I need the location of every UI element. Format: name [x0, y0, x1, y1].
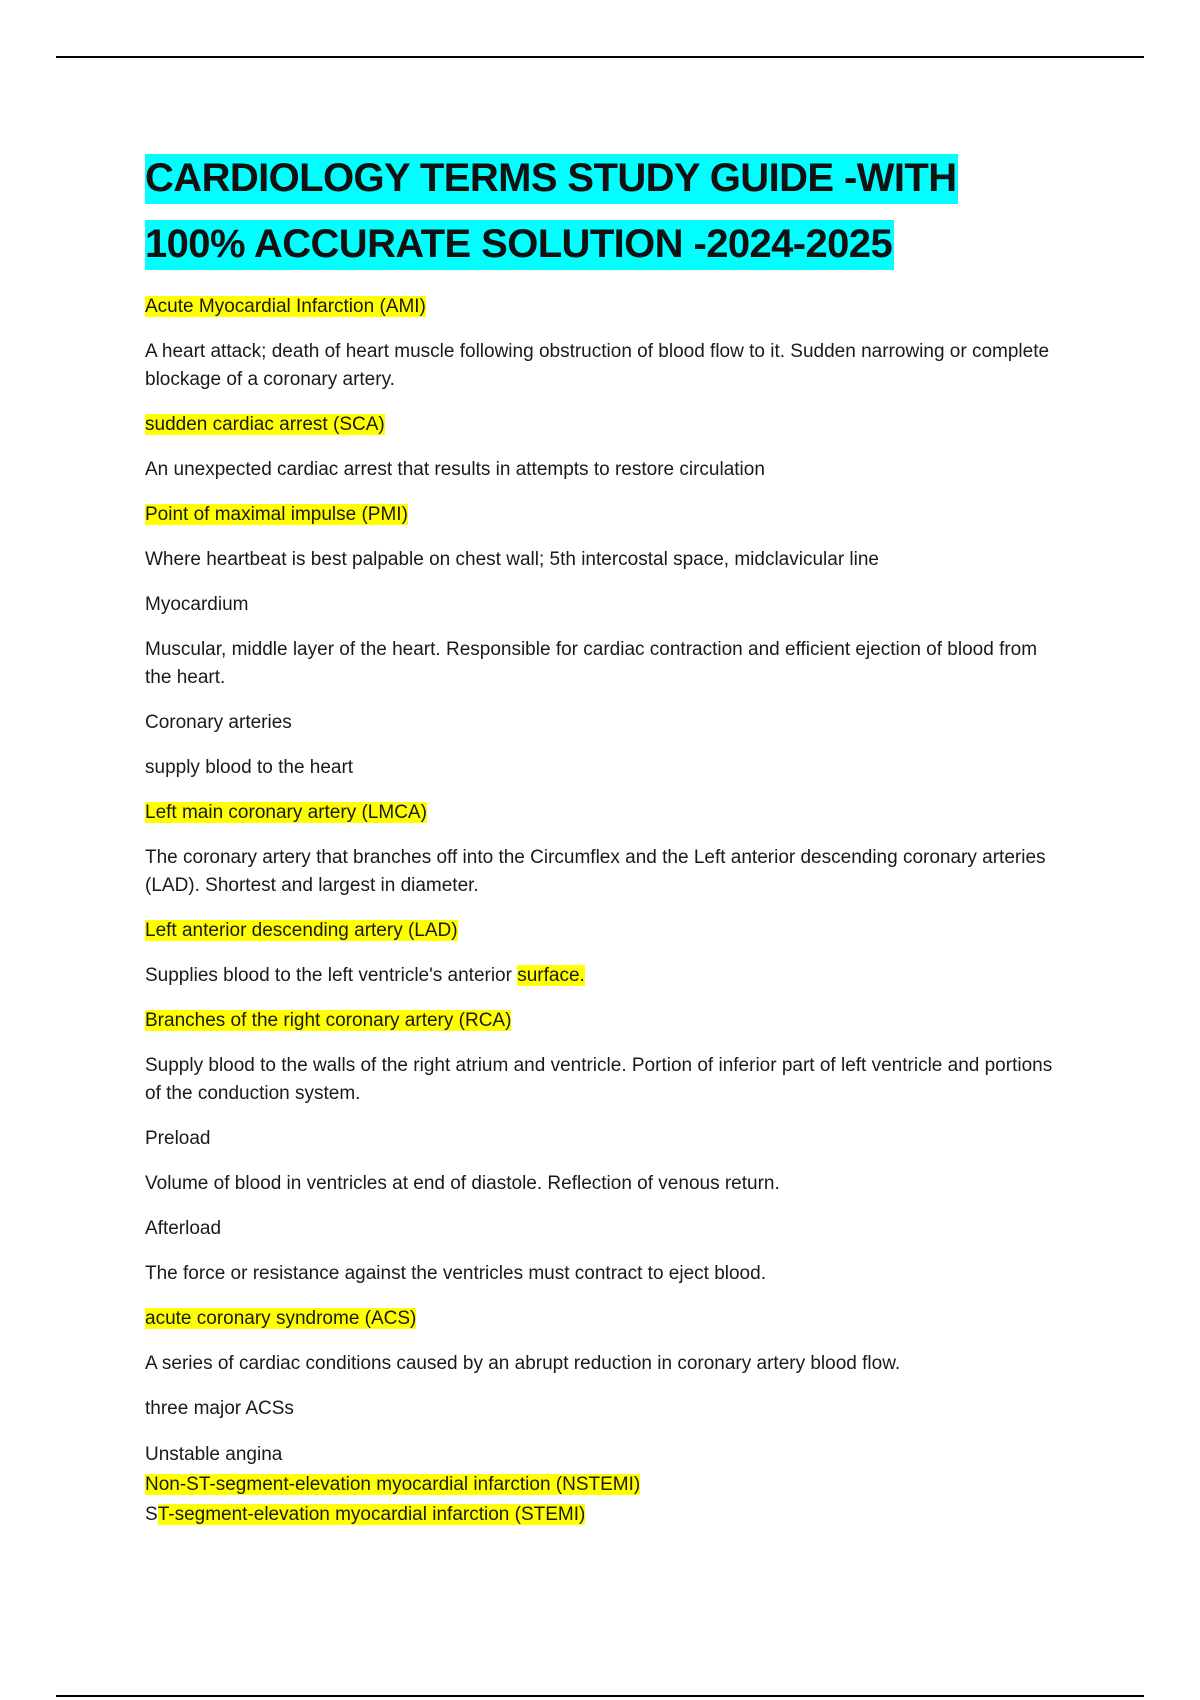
definition-afterload: The force or resistance against the ventricles must contract to eject blood. — [145, 1263, 766, 1284]
definition-rca: Supply blood to the walls of the right atrium and ventricle. Portion of inferior part of left ventricle and portions of the conduction system. — [145, 1055, 1053, 1104]
bottom-rule — [56, 1695, 1144, 1697]
definition-three-major-acss — [145, 1440, 1065, 1530]
term-myocardium: Myocardium — [145, 594, 249, 615]
definition-coronary-arteries: supply blood to the heart — [145, 757, 354, 778]
term-afterload: Afterload — [145, 1218, 222, 1239]
definition-myocardium: Muscular, middle layer of the heart. Responsible for cardiac contraction and efficient ejection of blood from the heart. — [145, 639, 1038, 688]
definition-lmca: The coronary artery that branches off into the Circumflex and the Left anterior descending coronary arteries (LAD). Shortest and largest in diameter. — [145, 847, 1046, 896]
term-pmi: Point of maximal impulse (PMI) — [145, 504, 408, 525]
term-ami: Acute Myocardial Infarction (AMI) — [145, 296, 426, 317]
definition-ami: A heart attack; death of heart muscle following obstruction of blood flow to it. Sudden narrowing or complete blockage of a coronary artery. — [145, 341, 1050, 390]
term-rca: Branches of the right coronary artery (RCA) — [145, 1010, 512, 1031]
definition-lad: Supplies blood to the left ventricle's anterior surface. — [145, 965, 585, 986]
definition-acs: A series of cardiac conditions caused by an abrupt reduction in coronary artery blood flow. — [145, 1353, 901, 1374]
term-lmca: Left main coronary artery (LMCA) — [145, 802, 427, 823]
list-item: ST-segment-elevation myocardial infarction (STEMI) — [145, 1504, 586, 1525]
term-lad: Left anterior descending artery (LAD) — [145, 920, 458, 941]
document-title — [145, 145, 1065, 277]
term-coronary-arteries: Coronary arteries — [145, 712, 292, 733]
definition-preload: Volume of blood in ventricles at end of diastole. Reflection of venous return. — [145, 1173, 780, 1194]
title-line-2: 100% ACCURATE SOLUTION -2024-2025 — [145, 220, 894, 270]
term-acs: acute coronary syndrome (ACS) — [145, 1308, 417, 1329]
term-three-major-acss: three major ACSs — [145, 1398, 294, 1419]
list-item: Unstable angina — [145, 1444, 283, 1465]
definition-pmi: Where heartbeat is best palpable on chest wall; 5th intercostal space, midclavicular line — [145, 549, 879, 570]
definition-sca: An unexpected cardiac arrest that results in attempts to restore circulation — [145, 459, 765, 480]
term-sca: sudden cardiac arrest (SCA) — [145, 414, 385, 435]
top-rule — [56, 56, 1144, 58]
title-line-1: CARDIOLOGY TERMS STUDY GUIDE -WITH — [145, 154, 958, 204]
list-item: Non-ST-segment-elevation myocardial infarction (NSTEMI) — [145, 1474, 641, 1495]
document-body — [145, 145, 1065, 1547]
term-preload: Preload — [145, 1128, 211, 1149]
